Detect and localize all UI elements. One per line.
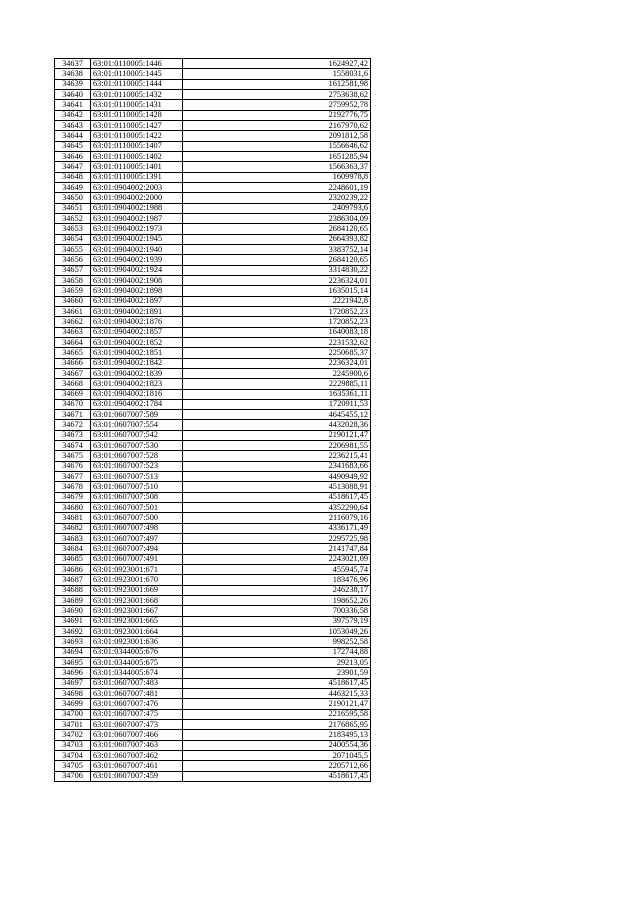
value-cell: 1558031,6	[183, 69, 371, 79]
table-row	[55, 503, 371, 513]
value-cell: 2231532,62	[183, 337, 371, 347]
table-row	[55, 265, 371, 275]
value-cell: 1720852,23	[183, 306, 371, 316]
table-row	[55, 348, 371, 358]
table-row	[55, 730, 371, 740]
row-number-cell: 34690	[55, 606, 91, 616]
value-cell: 2206981,55	[183, 441, 371, 451]
table-row	[55, 275, 371, 285]
table-row	[55, 59, 371, 69]
value-cell: 4336171,49	[183, 523, 371, 533]
value-cell: 2684120,65	[183, 255, 371, 265]
cadastral-number-cell: 63:01:0607007:494	[91, 544, 183, 554]
row-number-cell: 34650	[55, 193, 91, 203]
cadastral-number-cell: 63:01:0110005:1402	[91, 151, 183, 161]
value-cell: 2386304,09	[183, 213, 371, 223]
cadastral-number-cell: 63:01:0904002:1857	[91, 327, 183, 337]
value-cell: 3314830,22	[183, 265, 371, 275]
cadastral-number-cell: 63:01:0607007:466	[91, 730, 183, 740]
value-cell: 4432028,36	[183, 420, 371, 430]
cadastral-number-cell: 63:01:0607007:463	[91, 740, 183, 750]
value-cell: 1556646,62	[183, 141, 371, 151]
row-number-cell: 34698	[55, 689, 91, 699]
cadastral-number-cell: 63:01:0110005:1431	[91, 100, 183, 110]
table-row	[55, 234, 371, 244]
row-number-cell: 34697	[55, 678, 91, 688]
table-row	[55, 162, 371, 172]
row-number-cell: 34682	[55, 523, 91, 533]
row-number-cell: 34681	[55, 513, 91, 523]
row-number-cell: 34692	[55, 627, 91, 637]
row-number-cell: 34641	[55, 100, 91, 110]
table-row	[55, 596, 371, 606]
row-number-cell: 34660	[55, 296, 91, 306]
row-number-cell: 34672	[55, 420, 91, 430]
row-number-cell: 34680	[55, 503, 91, 513]
cadastral-number-cell: 63:01:0923001:668	[91, 596, 183, 606]
cadastral-number-cell: 63:01:0904002:1908	[91, 275, 183, 285]
value-cell: 2229885,11	[183, 379, 371, 389]
row-number-cell: 34654	[55, 234, 91, 244]
table-row	[55, 565, 371, 575]
row-number-cell: 34683	[55, 534, 91, 544]
value-cell: 4513088,91	[183, 482, 371, 492]
value-cell: 2190121,47	[183, 430, 371, 440]
table-row	[55, 430, 371, 440]
cadastral-number-cell: 63:01:0110005:1407	[91, 141, 183, 151]
value-cell: 2759952,78	[183, 100, 371, 110]
value-cell: 2221942,8	[183, 296, 371, 306]
table-row	[55, 89, 371, 99]
row-number-cell: 34647	[55, 162, 91, 172]
row-number-cell: 34644	[55, 131, 91, 141]
table-row	[55, 368, 371, 378]
table-row	[55, 244, 371, 254]
value-cell: 1566363,37	[183, 162, 371, 172]
table-row	[55, 513, 371, 523]
row-number-cell: 34677	[55, 472, 91, 482]
value-cell: 1720911,53	[183, 399, 371, 409]
row-number-cell: 34658	[55, 275, 91, 285]
value-cell: 2216595,58	[183, 709, 371, 719]
cadastral-number-cell: 63:01:0904002:1988	[91, 203, 183, 213]
row-number-cell: 34686	[55, 565, 91, 575]
table-row	[55, 410, 371, 420]
cadastral-number-cell: 63:01:0904002:1816	[91, 389, 183, 399]
cadastral-number-cell: 63:01:0904002:1987	[91, 213, 183, 223]
row-number-cell: 34655	[55, 244, 91, 254]
cadastral-number-cell: 63:01:0904002:1939	[91, 255, 183, 265]
value-cell: 246238,17	[183, 585, 371, 595]
cadastral-number-cell: 63:01:0904002:1940	[91, 244, 183, 254]
value-cell: 2236215,41	[183, 451, 371, 461]
row-number-cell: 34673	[55, 430, 91, 440]
table-row	[55, 296, 371, 306]
cadastral-number-cell: 63:01:0904002:1891	[91, 306, 183, 316]
table-row	[55, 327, 371, 337]
table-row	[55, 151, 371, 161]
value-cell: 4490949,92	[183, 472, 371, 482]
cadastral-number-cell: 63:01:0607007:491	[91, 554, 183, 564]
value-cell: 1640083,18	[183, 327, 371, 337]
table-row	[55, 100, 371, 110]
value-cell: 2684120,65	[183, 224, 371, 234]
cadastral-number-cell: 63:01:0110005:1432	[91, 89, 183, 99]
cadastral-number-cell: 63:01:0607007:462	[91, 750, 183, 760]
cadastral-number-cell: 63:01:0904002:1784	[91, 399, 183, 409]
table-row	[55, 389, 371, 399]
table-row	[55, 317, 371, 327]
value-cell: 2409793,6	[183, 203, 371, 213]
cadastral-number-cell: 63:01:0110005:1422	[91, 131, 183, 141]
row-number-cell: 34669	[55, 389, 91, 399]
row-number-cell: 34696	[55, 668, 91, 678]
table-row	[55, 606, 371, 616]
value-cell: 198652,26	[183, 596, 371, 606]
row-number-cell: 34704	[55, 750, 91, 760]
row-number-cell: 34693	[55, 637, 91, 647]
cadastral-number-cell: 63:01:0607007:530	[91, 441, 183, 451]
table-row	[55, 461, 371, 471]
table-row	[55, 441, 371, 451]
row-number-cell: 34678	[55, 482, 91, 492]
table-row	[55, 131, 371, 141]
table-row	[55, 750, 371, 760]
row-number-cell: 34661	[55, 306, 91, 316]
cadastral-number-cell: 63:01:0110005:1446	[91, 59, 183, 69]
table-row	[55, 678, 371, 688]
cadastral-number-cell: 63:01:0904002:2003	[91, 182, 183, 192]
cadastral-number-cell: 63:01:0607007:498	[91, 523, 183, 533]
cadastral-number-cell: 63:01:0607007:476	[91, 699, 183, 709]
cadastral-number-cell: 63:01:0607007:554	[91, 420, 183, 430]
row-number-cell: 34674	[55, 441, 91, 451]
cadastral-number-cell: 63:01:0904002:1897	[91, 296, 183, 306]
value-cell: 4518617,45	[183, 771, 371, 781]
cadastral-number-cell: 63:01:0344005:674	[91, 668, 183, 678]
row-number-cell: 34701	[55, 720, 91, 730]
cadastral-number-cell: 63:01:0607007:501	[91, 503, 183, 513]
cadastral-number-cell: 63:01:0904002:1842	[91, 358, 183, 368]
table-row	[55, 399, 371, 409]
row-number-cell: 34649	[55, 182, 91, 192]
table-row	[55, 647, 371, 657]
table-row	[55, 337, 371, 347]
row-number-cell: 34667	[55, 368, 91, 378]
value-cell: 29213,05	[183, 658, 371, 668]
table-body	[55, 59, 371, 782]
table-row	[55, 523, 371, 533]
cadastral-number-cell: 63:01:0607007:475	[91, 709, 183, 719]
table-row	[55, 472, 371, 482]
row-number-cell: 34699	[55, 699, 91, 709]
cadastral-number-cell: 63:01:0607007:523	[91, 461, 183, 471]
row-number-cell: 34689	[55, 596, 91, 606]
row-number-cell: 34640	[55, 89, 91, 99]
row-number-cell: 34670	[55, 399, 91, 409]
cadastral-number-cell: 63:01:0110005:1428	[91, 110, 183, 120]
cadastral-number-cell: 63:01:0923001:636	[91, 637, 183, 647]
cadastral-number-cell: 63:01:0904002:1852	[91, 337, 183, 347]
table-row	[55, 224, 371, 234]
row-number-cell: 34685	[55, 554, 91, 564]
row-number-cell: 34656	[55, 255, 91, 265]
value-cell: 1624927,42	[183, 59, 371, 69]
table-row	[55, 193, 371, 203]
table-row	[55, 306, 371, 316]
cadastral-number-cell: 63:01:0607007:542	[91, 430, 183, 440]
table-row	[55, 182, 371, 192]
table-row	[55, 658, 371, 668]
value-cell: 2341683,66	[183, 461, 371, 471]
table-row	[55, 699, 371, 709]
value-cell: 1720852,23	[183, 317, 371, 327]
table-row	[55, 761, 371, 771]
table-row	[55, 110, 371, 120]
value-cell: 2236324,01	[183, 275, 371, 285]
value-cell: 2141747,84	[183, 544, 371, 554]
cadastral-number-cell: 63:01:0607007:497	[91, 534, 183, 544]
row-number-cell: 34659	[55, 286, 91, 296]
value-cell: 2320239,22	[183, 193, 371, 203]
value-cell: 2190121,47	[183, 699, 371, 709]
cadastral-number-cell: 63:01:0607007:483	[91, 678, 183, 688]
table-row	[55, 771, 371, 781]
table-row	[55, 720, 371, 730]
table-row	[55, 141, 371, 151]
cadastral-number-cell: 63:01:0923001:671	[91, 565, 183, 575]
cadastral-number-cell: 63:01:0904002:2000	[91, 193, 183, 203]
value-cell: 1635361,11	[183, 389, 371, 399]
cadastral-number-cell: 63:01:0607007:481	[91, 689, 183, 699]
row-number-cell: 34679	[55, 492, 91, 502]
cadastral-number-cell: 63:01:0607007:500	[91, 513, 183, 523]
value-cell: 1609978,8	[183, 172, 371, 182]
table-row	[55, 575, 371, 585]
cadastral-number-cell: 63:01:0607007:510	[91, 482, 183, 492]
row-number-cell: 34653	[55, 224, 91, 234]
value-cell: 2250685,37	[183, 348, 371, 358]
value-cell: 2205712,66	[183, 761, 371, 771]
row-number-cell: 34691	[55, 616, 91, 626]
table-row	[55, 69, 371, 79]
value-cell: 2243021,09	[183, 554, 371, 564]
table-row	[55, 534, 371, 544]
table-row	[55, 482, 371, 492]
value-cell: 4518617,45	[183, 678, 371, 688]
cadastral-number-cell: 63:01:0607007:589	[91, 410, 183, 420]
row-number-cell: 34639	[55, 79, 91, 89]
row-number-cell: 34662	[55, 317, 91, 327]
row-number-cell: 34700	[55, 709, 91, 719]
row-number-cell: 34687	[55, 575, 91, 585]
table-row	[55, 420, 371, 430]
cadastral-number-cell: 63:01:0110005:1444	[91, 79, 183, 89]
value-cell: 23901,59	[183, 668, 371, 678]
table-row	[55, 213, 371, 223]
row-number-cell: 34706	[55, 771, 91, 781]
cadastral-number-cell: 63:01:0607007:459	[91, 771, 183, 781]
value-cell: 2400554,36	[183, 740, 371, 750]
row-number-cell: 34694	[55, 647, 91, 657]
cadastral-number-cell: 63:01:0904002:1898	[91, 286, 183, 296]
cadastral-number-cell: 63:01:0607007:528	[91, 451, 183, 461]
row-number-cell: 34643	[55, 120, 91, 130]
value-cell: 2116079,16	[183, 513, 371, 523]
cadastral-number-cell: 63:01:0344005:676	[91, 647, 183, 657]
cadastral-number-cell: 63:01:0904002:1924	[91, 265, 183, 275]
table-row	[55, 740, 371, 750]
row-number-cell: 34645	[55, 141, 91, 151]
table-row	[55, 203, 371, 213]
cadastral-number-cell: 63:01:0110005:1401	[91, 162, 183, 172]
cadastral-number-cell: 63:01:0904002:1973	[91, 224, 183, 234]
table-row	[55, 637, 371, 647]
value-cell: 2167970,62	[183, 120, 371, 130]
cadastral-number-cell: 63:01:0923001:664	[91, 627, 183, 637]
cadastral-number-cell: 63:01:0923001:667	[91, 606, 183, 616]
value-cell: 2664393,82	[183, 234, 371, 244]
row-number-cell: 34684	[55, 544, 91, 554]
cadastral-number-cell: 63:01:0904002:1876	[91, 317, 183, 327]
row-number-cell: 34663	[55, 327, 91, 337]
row-number-cell: 34668	[55, 379, 91, 389]
table-row	[55, 379, 371, 389]
table-row	[55, 120, 371, 130]
row-number-cell: 34648	[55, 172, 91, 182]
row-number-cell: 34665	[55, 348, 91, 358]
value-cell: 1635015,14	[183, 286, 371, 296]
value-cell: 2176865,95	[183, 720, 371, 730]
table-row	[55, 668, 371, 678]
table-row	[55, 709, 371, 719]
value-cell: 2183495,13	[183, 730, 371, 740]
cadastral-number-cell: 63:01:0607007:473	[91, 720, 183, 730]
value-cell: 1053049,26	[183, 627, 371, 637]
value-cell: 3383752,14	[183, 244, 371, 254]
value-cell: 397579,19	[183, 616, 371, 626]
value-cell: 2071045,5	[183, 750, 371, 760]
row-number-cell: 34702	[55, 730, 91, 740]
cadastral-number-cell: 63:01:0923001:669	[91, 585, 183, 595]
row-number-cell: 34652	[55, 213, 91, 223]
cadastral-number-cell: 63:01:0344005:675	[91, 658, 183, 668]
value-cell: 2245900,6	[183, 368, 371, 378]
table-row	[55, 451, 371, 461]
table-row	[55, 627, 371, 637]
cadastral-number-cell: 63:01:0923001:665	[91, 616, 183, 626]
row-number-cell: 34651	[55, 203, 91, 213]
cadastral-number-cell: 63:01:0923001:670	[91, 575, 183, 585]
row-number-cell: 34638	[55, 69, 91, 79]
data-table	[54, 58, 371, 782]
table-row	[55, 689, 371, 699]
value-cell: 2236324,01	[183, 358, 371, 368]
table-row	[55, 79, 371, 89]
table-row	[55, 286, 371, 296]
cadastral-number-cell: 63:01:0904002:1851	[91, 348, 183, 358]
row-number-cell: 34705	[55, 761, 91, 771]
row-number-cell: 34666	[55, 358, 91, 368]
value-cell: 2753638,62	[183, 89, 371, 99]
value-cell: 4463215,33	[183, 689, 371, 699]
table-row	[55, 358, 371, 368]
row-number-cell: 34642	[55, 110, 91, 120]
value-cell: 1651285,94	[183, 151, 371, 161]
table-row	[55, 554, 371, 564]
table-row	[55, 544, 371, 554]
cadastral-number-cell: 63:01:0607007:508	[91, 492, 183, 502]
row-number-cell: 34646	[55, 151, 91, 161]
row-number-cell: 34703	[55, 740, 91, 750]
cadastral-number-cell: 63:01:0607007:461	[91, 761, 183, 771]
row-number-cell: 34657	[55, 265, 91, 275]
value-cell: 1612581,98	[183, 79, 371, 89]
row-number-cell: 34664	[55, 337, 91, 347]
value-cell: 4645455,12	[183, 410, 371, 420]
row-number-cell: 34695	[55, 658, 91, 668]
table-row	[55, 255, 371, 265]
table-row	[55, 172, 371, 182]
value-cell: 2295725,98	[183, 534, 371, 544]
row-number-cell: 34688	[55, 585, 91, 595]
value-cell: 455945,74	[183, 565, 371, 575]
row-number-cell: 34671	[55, 410, 91, 420]
value-cell: 700336,58	[183, 606, 371, 616]
cadastral-number-cell: 63:01:0607007:513	[91, 472, 183, 482]
cadastral-number-cell: 63:01:0110005:1427	[91, 120, 183, 130]
value-cell: 2192776,75	[183, 110, 371, 120]
cadastral-number-cell: 63:01:0110005:1391	[91, 172, 183, 182]
value-cell: 183476,96	[183, 575, 371, 585]
table-row	[55, 616, 371, 626]
value-cell: 2248601,19	[183, 182, 371, 192]
value-cell: 2091812,58	[183, 131, 371, 141]
table-row	[55, 492, 371, 502]
cadastral-number-cell: 63:01:0904002:1839	[91, 368, 183, 378]
cadastral-number-cell: 63:01:0110005:1445	[91, 69, 183, 79]
table-row	[55, 585, 371, 595]
value-cell: 998252,58	[183, 637, 371, 647]
row-number-cell: 34675	[55, 451, 91, 461]
cadastral-number-cell: 63:01:0904002:1945	[91, 234, 183, 244]
value-cell: 4352290,64	[183, 503, 371, 513]
cadastral-number-cell: 63:01:0904002:1823	[91, 379, 183, 389]
row-number-cell: 34637	[55, 59, 91, 69]
value-cell: 172744,88	[183, 647, 371, 657]
row-number-cell: 34676	[55, 461, 91, 471]
value-cell: 4518617,45	[183, 492, 371, 502]
